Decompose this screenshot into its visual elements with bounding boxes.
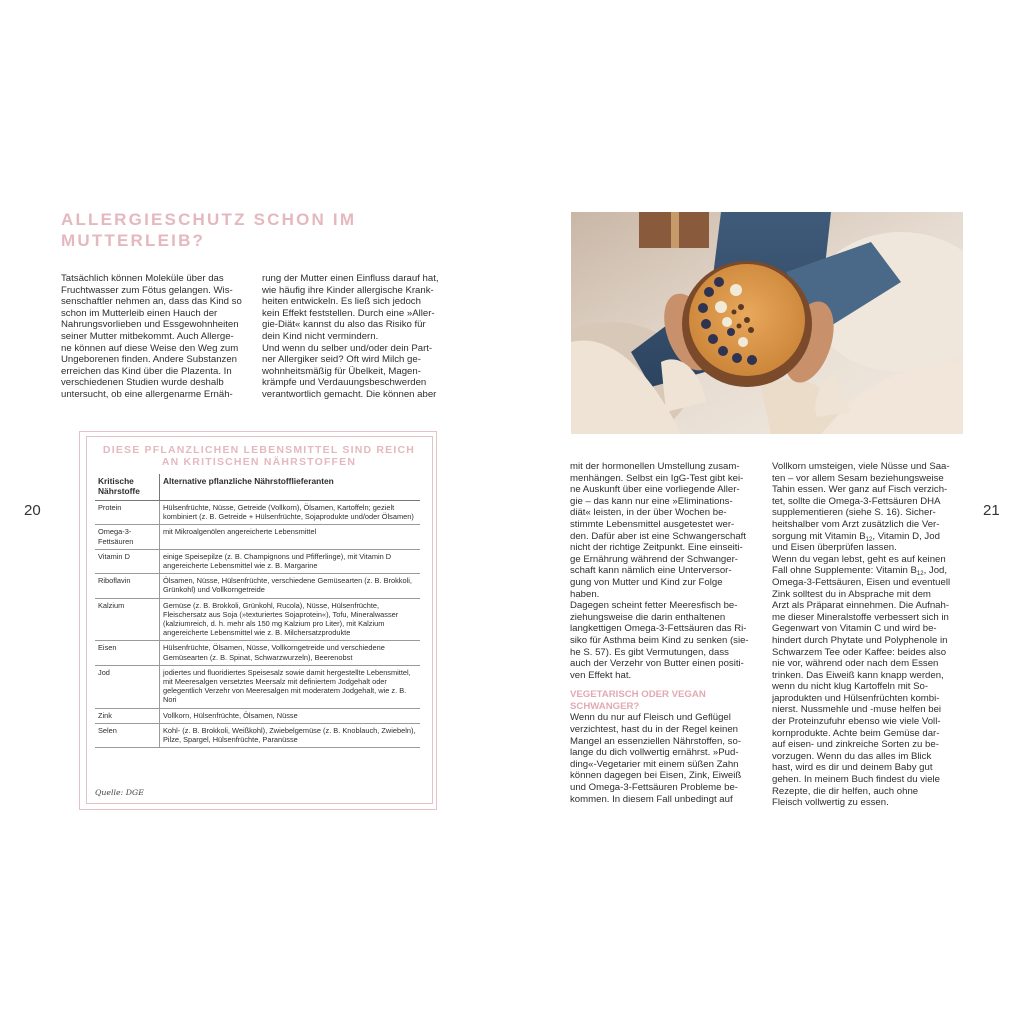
table-row	[95, 525, 420, 549]
source-cell: einige Speisepilze (z. B. Champignons und Pfifferlinge), mit Vitamin D angereicherte Lebensmittel wie z. B. Margarine	[160, 549, 421, 573]
table-header-row	[95, 474, 420, 501]
nutrient-cell: Kalzium	[95, 598, 160, 641]
nutrient-cell: Riboflavin	[95, 574, 160, 598]
right-text-column-1	[570, 461, 768, 805]
nutrient-cell: Protein	[95, 501, 160, 525]
left-text-column-1: Tatsächlich können Moleküle über das Fruchtwasser zum Fötus gelangen. Wis- senschaftler nehmen an, dass das Kind so schon im Mutterleib einen Hauch der Nahrungsvorlieben und Essgewohnheiten seiner Mutter mitbekommt. Auch Allerge- ne können auf diese Weise den Weg zum Ungeborenen finden. Andere Substanzen erreichen das Kind über die Plazenta. In verschiedenen Studien wurde deshalb untersucht, ob eine allergenarme Ernäh-	[61, 273, 242, 400]
table-source-note: Quelle: DGE	[95, 788, 144, 797]
table-row	[95, 665, 420, 708]
table-row	[95, 574, 420, 598]
table-row	[95, 549, 420, 573]
table-row	[95, 641, 420, 665]
table-row	[95, 708, 420, 723]
subscript-12: 12	[865, 536, 873, 543]
nutrient-cell: Selen	[95, 723, 160, 747]
source-cell: Gemüse (z. B. Brokkoli, Grünkohl, Rucola), Nüsse, Hülsenfrüchte, Fleischersatz aus Soja (»texturiertes Sojaprotein«), Tofu, Mineralwasser (kalziumreich, d. h. mehr als 150 mg Kalzium pro Liter), mit Kalzium angereicherte Lebensmittel wie z. B. Milchersatzprodukte	[160, 598, 421, 641]
nutrient-cell: Zink	[95, 708, 160, 723]
table-row	[95, 723, 420, 747]
source-cell: Kohl- (z. B. Brokkoli, Weißkohl), Zwiebelgemüse (z. B. Knoblauch, Zwiebeln), Pilze, Spargel, Hülsenfrüchte, Paranüsse	[160, 723, 421, 747]
nutrient-table	[95, 474, 420, 748]
left-text-column-2: rung der Mutter einen Einfluss darauf hat, wie häufig ihre Kinder allergische Krank- heiten entwickeln. Es ließ sich jedoch kein Effekt feststellen. Durch eine »Aller- gie-Diät« kannst du also das Risiko für dein Kind nicht vermindern. Und wenn du selber und/oder dein Part- ner Allergiker seid? Oft wird Milch ge- wohnheitsmäßig für Übelkeit, Magen- krämpfe und Verdauungsbeschwerden verantwortlich gemacht. Die können aber	[262, 273, 439, 400]
smoothie-bowl-photo	[571, 212, 963, 434]
subscript-12: 12	[916, 571, 924, 578]
source-cell: mit Mikroalgenölen angereicherte Lebensmittel	[160, 525, 421, 549]
column-header-nutrient: Kritische Nährstoffe	[95, 474, 160, 501]
page-number-right: 21	[983, 502, 1000, 519]
table-box-title: DIESE PFLANZLICHEN LEBENSMITTEL SIND REICH AN KRITISCHEN NÄHRSTOFFEN	[102, 444, 416, 468]
column-header-sources: Alternative pflanzliche Nährstofflieferanten	[160, 474, 421, 501]
right-column-2-text-b: , Vitamin D, Jod und Eisen überprüfen lassen. Wenn du vegan lebst, geht es auf keinen Fall ohne Supplemente: Vitamin B	[772, 530, 946, 577]
source-cell: Ölsamen, Nüsse, Hülsenfrüchte, verschiedene Gemüsearten (z. B. Brokkoli, Grünkohl) und Vollkorngetreide	[160, 574, 421, 598]
page-number-left: 20	[24, 502, 41, 519]
right-text-column-2	[772, 461, 972, 809]
source-cell: Hülsenfrüchte, Nüsse, Getreide (Vollkorn), Ölsamen, Kartoffeln; gezielt kombiniert (z. B. Getreide + Hülsenfrüchte, Sojaprodukte und/oder Ölsamen)	[160, 501, 421, 525]
right-column-2-text-a: Vollkorn umsteigen, viele Nüsse und Saa- ten – vor allem Sesam beziehungsweise Tahin essen. Wer ganz auf Fisch verzich- tet, sollte die Omega-3-Fettsäuren DHA supplementieren (siehe S. 16). Sicher- heitshalber vom Arzt zusätzlich die Ver- sorgung mit Vitamin B	[772, 461, 950, 542]
nutrient-cell: Eisen	[95, 641, 160, 665]
nutrient-cell: Jod	[95, 665, 160, 708]
source-cell: jodiertes und fluoridiertes Speisesalz sowie damit hergestellte Lebensmittel, mit Meeresalgen versetztes Meersalz mit definiertem Jodgehalt oder gelegentlich Verzehr von Meeresalgen mit moderatem Jodgehalt, wie z. B. Nori	[160, 665, 421, 708]
page-heading: ALLERGIESCHUTZ SCHON IM MUTTERLEIB?	[61, 210, 357, 250]
table-row	[95, 501, 420, 525]
section-subheading: VEGETARISCH ODER VEGAN SCHWANGER?	[570, 689, 706, 712]
right-column-1-paragraph-2: Wenn du nur auf Fleisch und Geflügel verzichtest, hast du in der Regel keinen Mangel an essenziellen Nährstoffen, so- lange du dich vollwertig ernährst. »Pud- ding«-Vegetarier mit einem süßen Zahn können dagegen bei Eisen, Zink, Eiweiß und Omega-3-Fettsäuren Probleme be- kommen. In diesem Fall unbedingt auf	[570, 712, 742, 805]
nutrient-cell: Omega-3-Fettsäuren	[95, 525, 160, 549]
source-cell: Vollkorn, Hülsenfrüchte, Ölsamen, Nüsse	[160, 708, 421, 723]
source-cell: Hülsenfrüchte, Ölsamen, Nüsse, Vollkorngetreide und verschiedene Gemüsearten (z. B. Spinat, Schwarzwurzeln), Beerenobst	[160, 641, 421, 665]
nutrient-cell: Vitamin D	[95, 549, 160, 573]
table-row	[95, 598, 420, 641]
right-column-2-text-c: , Jod, Omega-3-Fettsäuren, Eisen und eventuell Zink solltest du in Absprache mit dem Arzt als Präparat einnehmen. Die Aufnah- me dieser Mineralstoffe verbessert sich in Gegenwart von Vitamin C und wird be- hindert durch Phytate und Polyphenole in Schwarzem Tee oder Kaffee: beides also nie vor, während oder nach dem Essen trinken. Das Eiweiß kann knapp werden, wenn du nicht klug Kartoffeln mit So- japrodukten und Hülsenfrüchten kombi- nierst. Nussmehle und -muse helfen bei der Proteinzufuhr ebenso wie viele Voll- kornprodukte. Achte beim Gemüse dar- auf eisen- und zinkreiche Sorten zu be- vorzugen. Wenn du das alles im Blick hast, wird es dir und deinem Baby gut gehen. In meinem Buch findest du viele Rezepte, die dir helfen, auch ohne Fleisch vollwertig zu essen.	[772, 565, 951, 809]
right-column-1-paragraph: mit der hormonellen Umstellung zusam- menhängen. Selbst ein IgG-Test gibt kei- ne Auskunft über eine vorliegende Aller- gie – das kann nur eine »Eliminations- diät« leisten, in der über Wochen be- stimmte Lebensmittel ausgetestet wer- den. Dafür aber ist eine Schwangerschaft nicht der richtige Zeitpunkt. Eine einseiti- ge Ernährung während der Schwanger- schaft kann nämlich eine Unterversor- gung von Mutter und Kind zur Folge haben. Dagegen scheint fetter Meeresfisch be- ziehungsweise die darin enthaltenen langkettigen Omega-3-Fettsäuren das Ri- siko für Asthma beim Kind zu senken (sie- he S. 57). Es gibt Vermutungen, dass auch der Verzehr von Butter einen positi- ven Effekt hat.	[570, 461, 749, 681]
